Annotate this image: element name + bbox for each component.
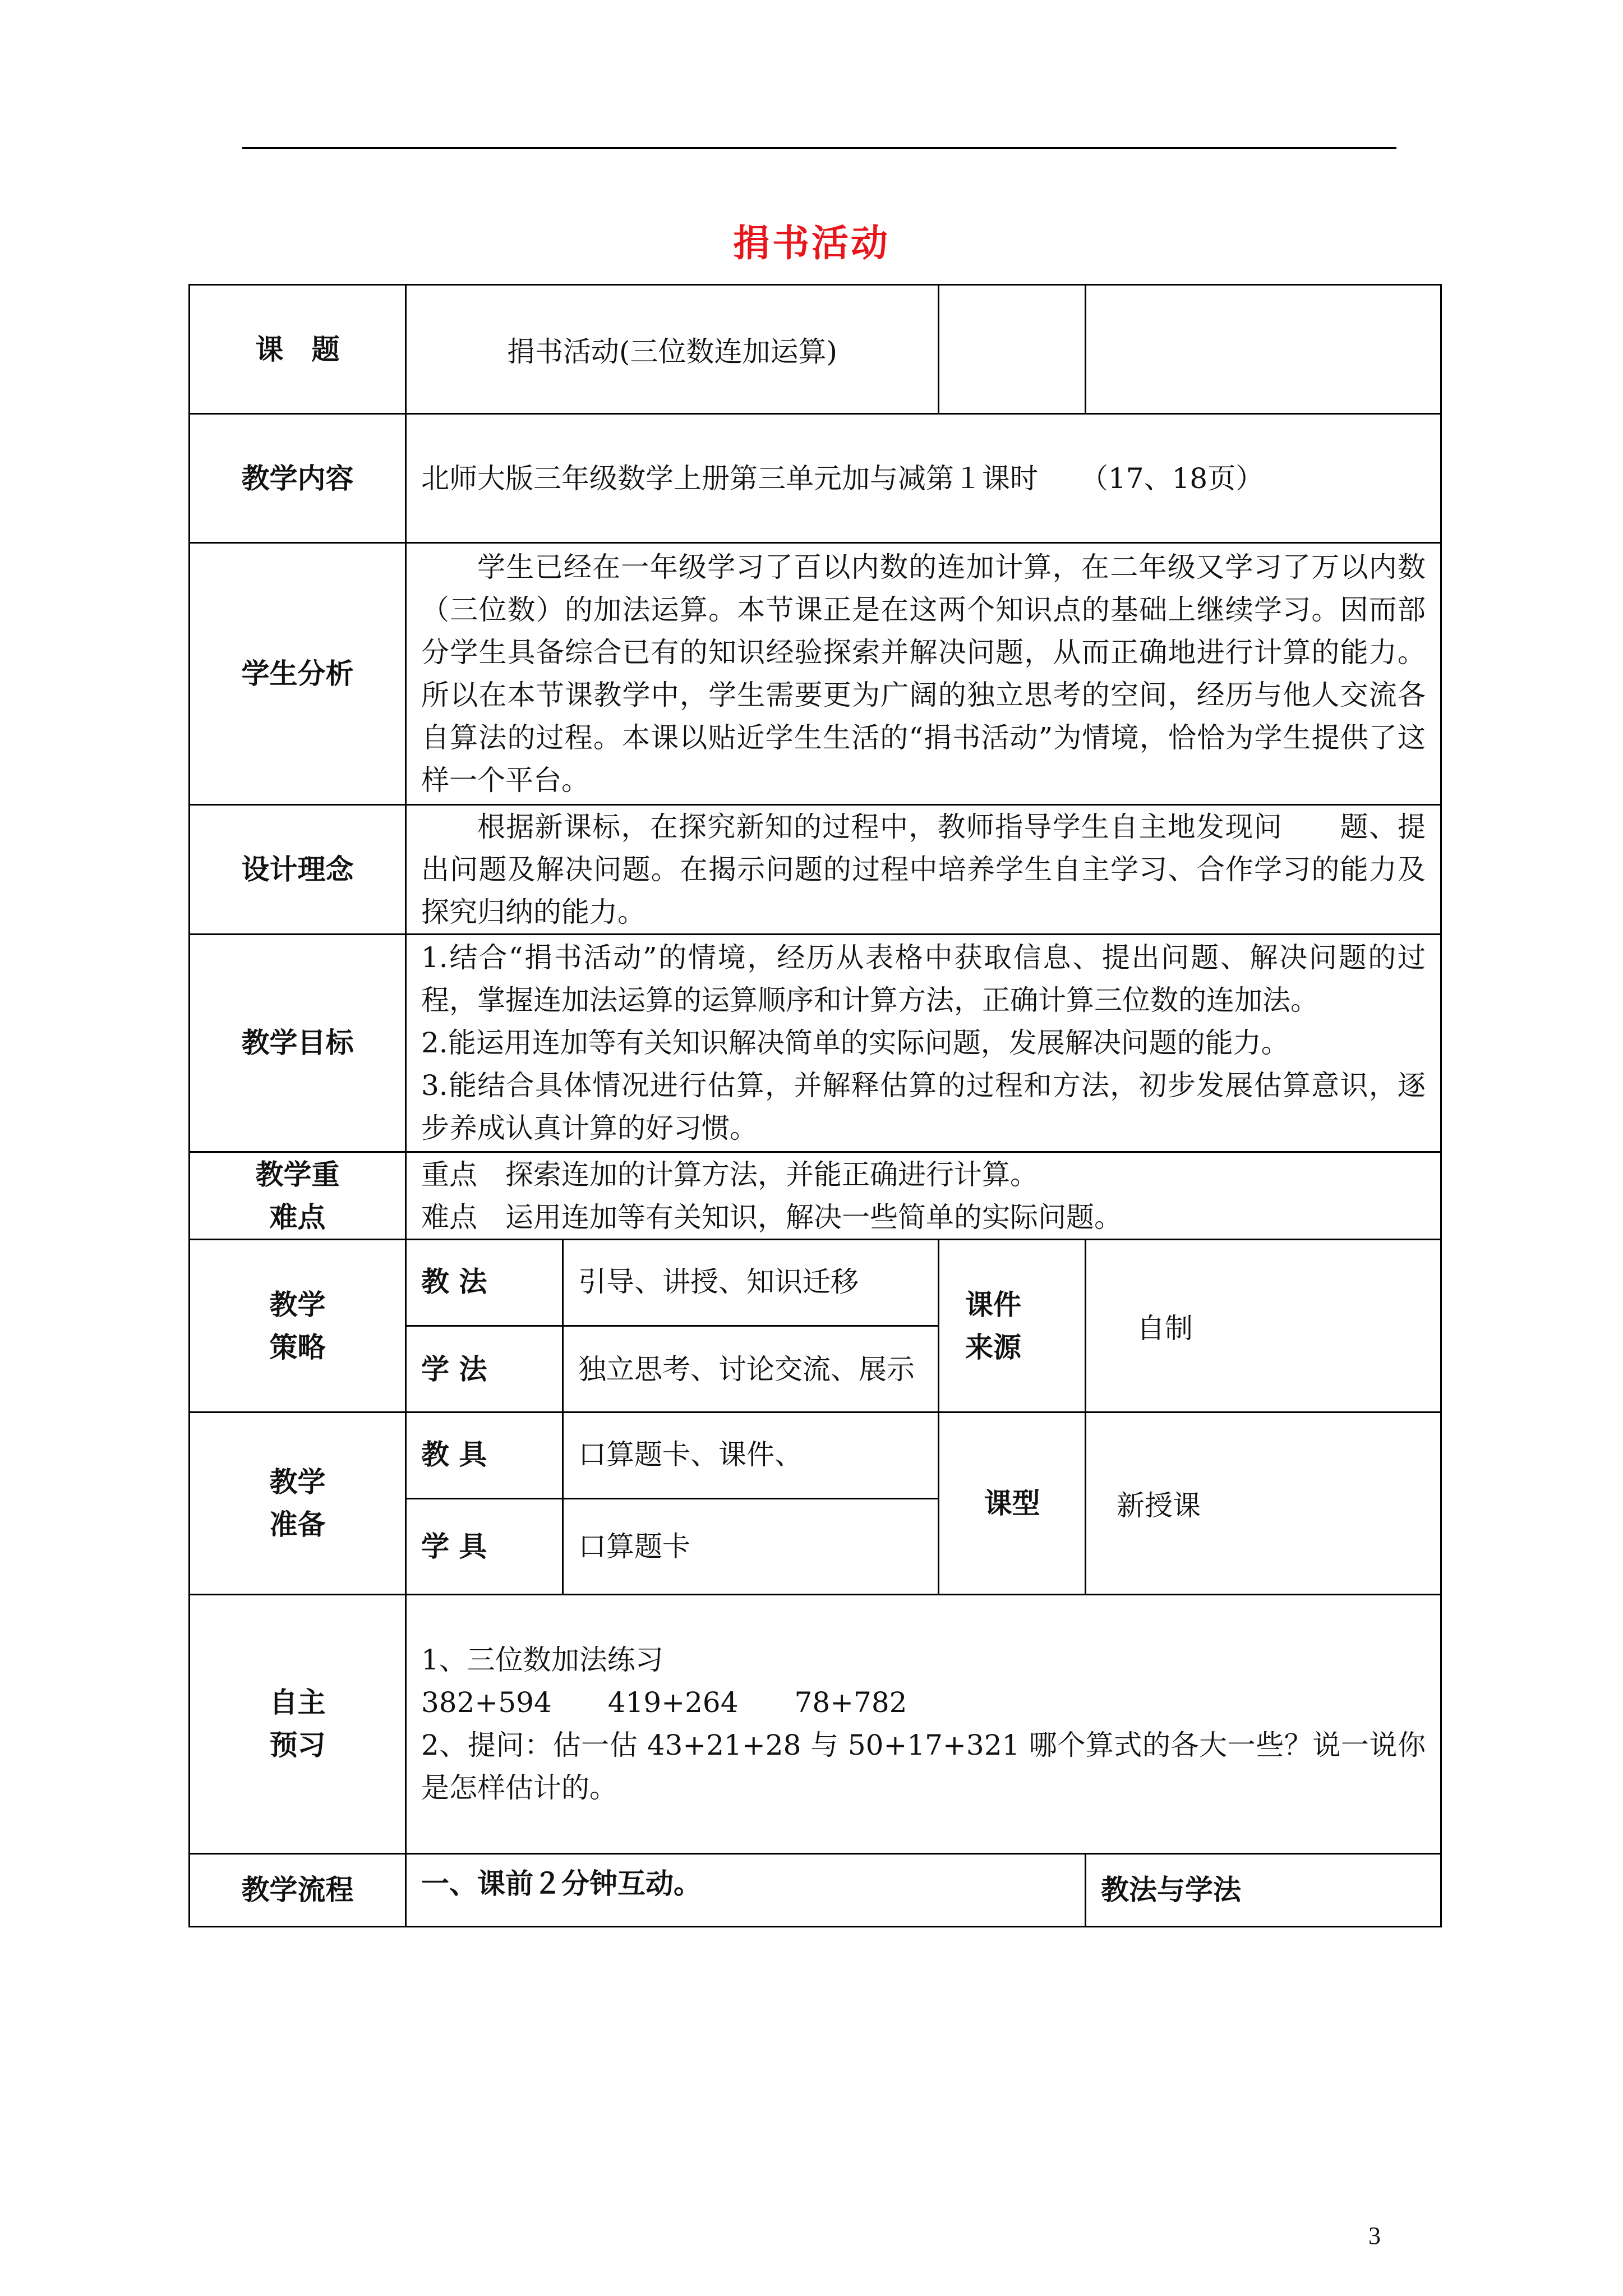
goal-item: 2.能运用连加等有关知识解决简单的实际问题，发展解决问题的能力。 <box>421 1027 1289 1060</box>
design-label: 设计理念 <box>190 804 406 934</box>
row-goals <box>190 934 1441 1152</box>
teacher-tools-label: 教 具 <box>406 1412 563 1499</box>
teach-method-label: 教 法 <box>406 1240 563 1326</box>
preview-line: 382+594 419+264 78+782 <box>421 1686 907 1719</box>
document-title: 捐书活动 <box>733 221 890 265</box>
row-strategy-1 <box>190 1240 1441 1326</box>
preview-line: 2、提问：估一估 43+21+28 与 50+17+321 哪个算式的各大一些？说一说你是怎样估计的。 <box>421 1729 1426 1805</box>
lesson-type-value: 新授课 <box>1086 1412 1441 1594</box>
lesson-type-label: 课型 <box>939 1412 1086 1594</box>
content-value: 北师大版三年级数学上册第三单元加与减第１课时 （17、18页） <box>406 414 1441 543</box>
goals-label: 教学目标 <box>190 934 406 1152</box>
learn-method-value: 独立思考、讨论交流、展示 <box>563 1326 939 1412</box>
topic-blank-cell-2 <box>1086 285 1441 414</box>
row-preview <box>190 1594 1441 1853</box>
row-preparation-1 <box>190 1412 1441 1499</box>
teach-method-value: 引导、讲授、知识迁移 <box>563 1240 939 1326</box>
topic-label: 课 题 <box>190 285 406 414</box>
strategy-label: 教学 策略 <box>190 1240 406 1412</box>
goal-item: 1.结合“捐书活动”的情境，经历从表格中获取信息、提出问题、解决问题的过程，掌握连加法运算的运算顺序和计算方法，正确计算三位数的连加法。 <box>421 941 1426 1017</box>
difficult-point: 难点 运用连加等有关知识，解决一些简单的实际问题。 <box>421 1200 1122 1234</box>
goals-list <box>406 934 1441 1152</box>
courseware-source-value: 自制 <box>1086 1240 1441 1412</box>
topic-value: 捐书活动(三位数连加运算) <box>406 285 939 414</box>
courseware-source-label: 课件 来源 <box>939 1240 1086 1412</box>
key-points-value <box>406 1152 1441 1240</box>
key-point: 重点 探索连加的计算方法，并能正确进行计算。 <box>421 1158 1038 1191</box>
row-key-points <box>190 1152 1441 1240</box>
preparation-label: 教学 准备 <box>190 1412 406 1594</box>
student-analysis-label: 学生分析 <box>190 543 406 804</box>
row-process <box>190 1853 1441 1926</box>
design-value: 根据新课标，在探究新知的过程中，教师指导学生自主地发现问 题、提出问题及解决问题。在揭示问题的过程中培养学生自主学习、合作学习的能力及探究归纳的能力。 <box>406 804 1441 934</box>
preview-value <box>406 1594 1441 1853</box>
row-design <box>190 804 1441 934</box>
row-student-analysis <box>190 543 1441 804</box>
lesson-plan-table <box>188 284 1442 1927</box>
topic-blank-cell-1 <box>939 285 1086 414</box>
preview-label: 自主 预习 <box>190 1594 406 1853</box>
preview-line: 1、三位数加法练习 <box>421 1644 663 1677</box>
key-points-label: 教学重 难点 <box>190 1152 406 1240</box>
student-analysis-value: 学生已经在一年级学习了百以内数的连加计算，在二年级又学习了万以内数（三位数）的加法运算。本节课正是在这两个知识点的基础上继续学习。因而部分学生具备综合已有的知识经验探索并解决问题，从而正确地进行计算的能力。所以在本节课教学中，学生需要更为广阔的独立思考的空间，经历与他人交流各自算法的过程。本课以贴近学生生活的“捐书活动”为情境，恰恰为学生提供了这样一个平台。 <box>406 543 1441 804</box>
student-tools-label: 学 具 <box>406 1499 563 1594</box>
process-step: 一、课前２分钟互动。 <box>406 1853 1086 1926</box>
content-label: 教学内容 <box>190 414 406 543</box>
page-number: 3 <box>1368 2222 1381 2249</box>
learn-method-label: 学 法 <box>406 1326 563 1412</box>
method-column-label: 教法与学法 <box>1086 1853 1441 1926</box>
teacher-tools-value: 口算题卡、课件、 <box>563 1412 939 1499</box>
header-rule <box>242 147 1396 149</box>
row-topic <box>190 285 1441 414</box>
goal-item: 3.能结合具体情况进行估算，并解释估算的过程和方法，初步发展估算意识，逐步养成认真计算的好习惯。 <box>421 1069 1426 1145</box>
process-label: 教学流程 <box>190 1853 406 1926</box>
row-content <box>190 414 1441 543</box>
student-tools-value: 口算题卡 <box>563 1499 939 1594</box>
